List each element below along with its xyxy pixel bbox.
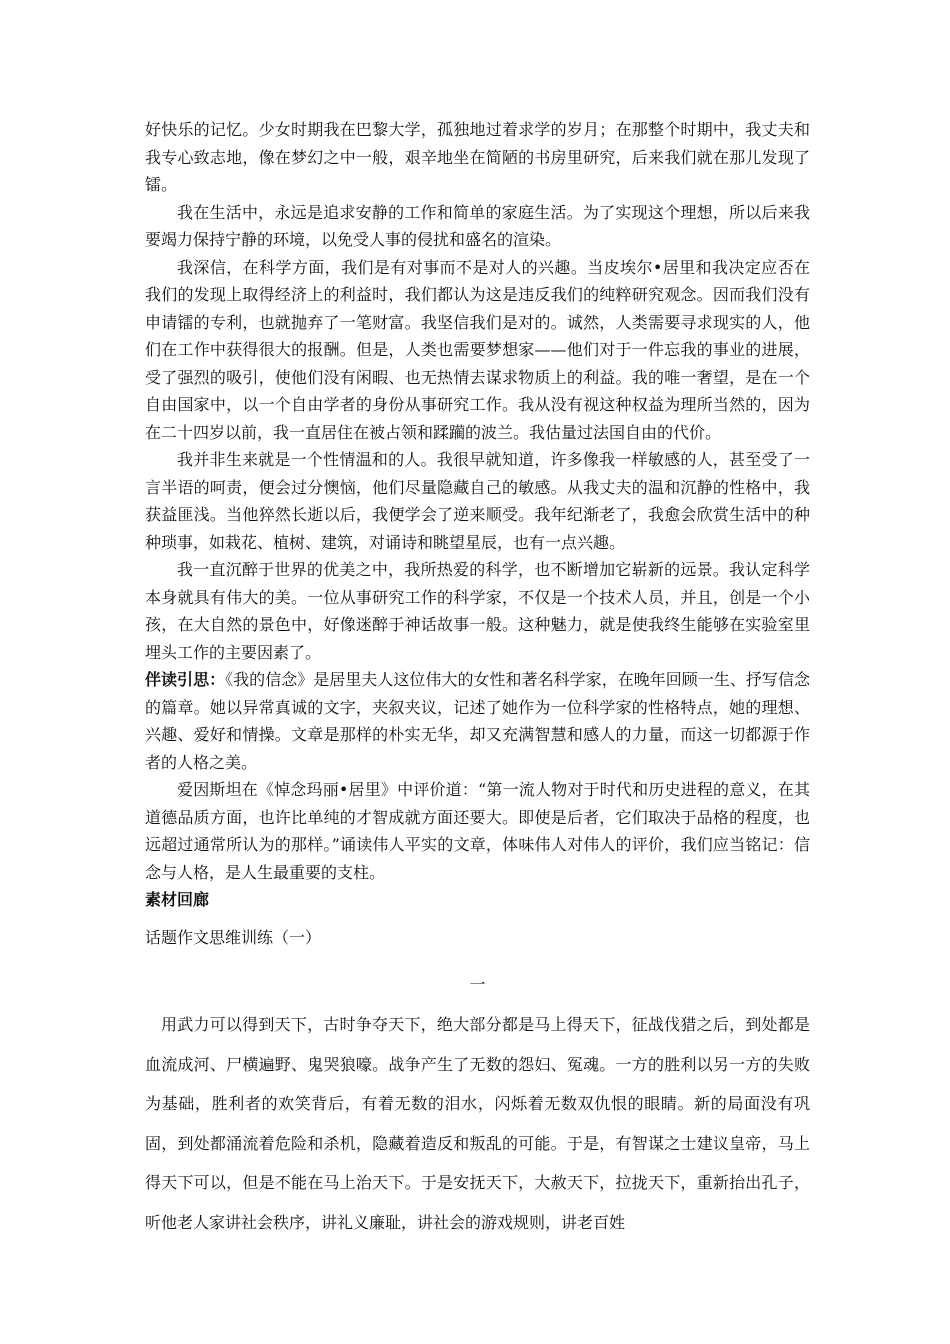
- guide-paragraph: [145, 666, 810, 776]
- section-number: 一: [469, 975, 486, 994]
- paragraph-beauty-of-science: 我一直沉醉于世界的优美之中，我所热爱的科学，也不断增加它崭新的远景。我认定科学本身就具有伟大的美。一位从事研究工作的科学家，不仅是一个技术人员，并且，创是一个小孩，在大自然的景色中，好像迷醉于神话故事一般。这种魅力，就是使我终生能够在实验室里埋头工作的主要因素了。: [145, 560, 810, 662]
- topic-subheading: 话题作文思维训练（一）: [145, 927, 322, 947]
- essay-paragraph: 用武力可以得到天下，古时争夺天下，绝大部分都是马上得天下，征战伐猎之后，到处都是血流成河、尸横遍野、鬼哭狼嚎。战争产生了无数的怨妇、冤魂。一方的胜利以另一方的失败为基础，胜利者的欢笑背后，有着无数的泪水，闪烁着无数双仇恨的眼睛。新的局面没有巩固，到处都涌流着危险和杀机，隐藏着造反和叛乱的可能。于是，有智谋之士建议皇帝，马上得天下可以，但是不能在马上治天下。于是安抚天下，大赦天下，拉拢天下，重新抬出孔子，听他老人家讲社会秩序，讲礼义廉耻，讲社会的游戏规则，讲老百姓: [145, 1015, 810, 1232]
- paragraph-einstein-quote: 爱因斯坦在《悼念玛丽•居里》中评价道：“第一流人物对于时代和历史进程的意义，在其道德品质方面，也许比单纯的才智成就方面还要大。即使是后者，它们取决于品格的程度，也远超过通常所认为的那样。”诵读伟人平实的文章，体味伟人对伟人的评价，我们应当铭记：信念与人格，是人生最重要的支柱。: [145, 780, 810, 882]
- guide-label: 伴读引思：: [145, 670, 226, 689]
- section-heading: 素材回廊: [145, 890, 210, 909]
- paragraph-quiet-life: 我在生活中，永远是追求安静的工作和简单的家庭生活。为了实现这个理想，所以后来我要竭力保持宁静的环境，以免受人事的侵扰和盛名的渲染。: [145, 202, 810, 249]
- paragraph-science-belief: 我深信，在科学方面，我们是有对事而不是对人的兴趣。当皮埃尔•居里和我决定应否在我们的发现上取得经济上的利益时，我们都认为这是违反我们的纯粹研究观念。因而我们没有申请镭的专利，也就抛弃了一笔财富。我坚信我们是对的。诚然，人类需要寻求现实的人，他们在工作中获得很大的报酬。但是，人类也需要梦想家——他们对于一件忘我的事业的进展，受了强烈的吸引，使他们没有闲暇、也无热情去谋求物质上的利益。我的唯一奢望，是在一个自由国家中，以一个自由学者的身份从事研究工作。我从没有视这种权益为理所当然的，因为在二十四岁以前，我一直居住在被占领和蹂躏的波兰。我估量过法国自由的代价。: [145, 257, 810, 442]
- paragraph-temperament: 我并非生来就是一个性情温和的人。我很早就知道，许多像我一样敏感的人，甚至受了一言半语的呵责，便会过分懊恼，他们尽量隐藏自己的敏感。从我丈夫的温和沉静的性格中，我获益匪浅。当他猝然长逝以后，我便学会了逆来顺受。我年纪渐老了，我愈会欣赏生活中的种种琐事，如栽花、植树、建筑，对诵诗和眺望星辰，也有一点兴趣。: [145, 450, 810, 552]
- document-body: [145, 116, 810, 1242]
- paragraph-memory: 好快乐的记忆。少女时期我在巴黎大学，孤独地过着求学的岁月；在那整个时期中，我丈夫和我专心致志地，像在梦幻之中一般，艰辛地坐在简陋的书房里研究，后来我们就在那儿发现了镭。: [145, 120, 810, 194]
- guide-text: 《我的信念》是居里夫人这位伟大的女性和著名科学家，在晚年回顾一生、抒写信念的篇章。她以异常真诚的文字，夹叙夹议，记述了她作为一位科学家的性格特点，她的理想、兴趣、爱好和情操。文章是那样的朴实无华，却又充满智慧和感人的力量，而这一切都源于作者的人格之美。: [145, 670, 810, 772]
